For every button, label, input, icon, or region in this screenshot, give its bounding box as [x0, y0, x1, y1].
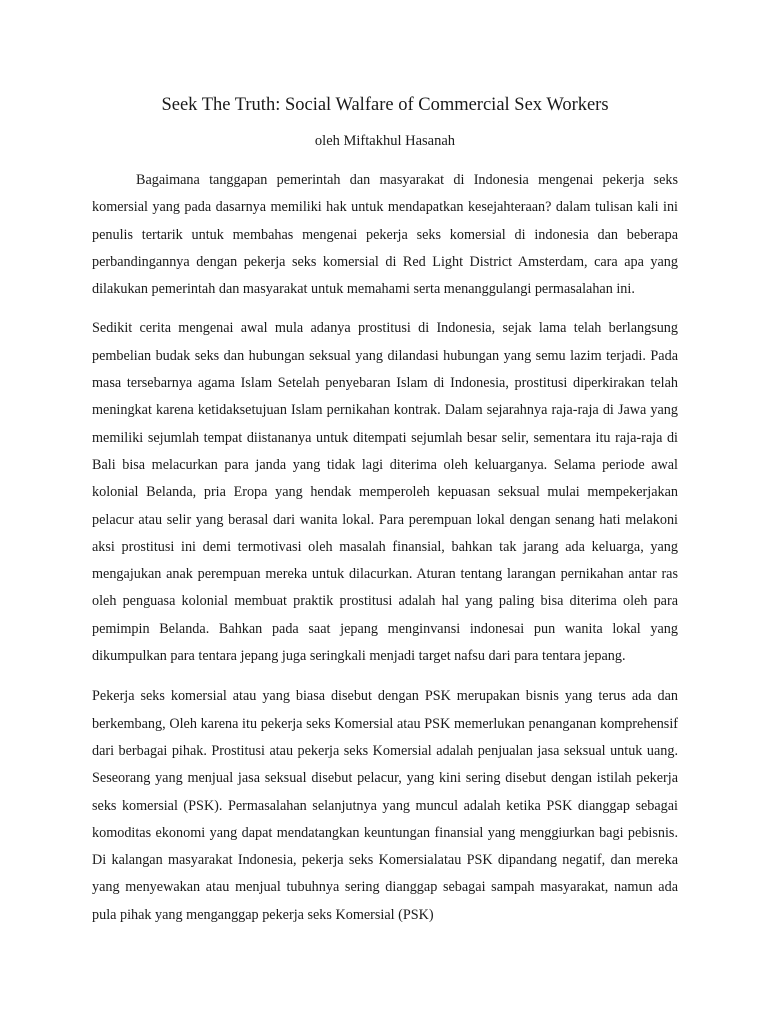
paragraph-intro: Bagaimana tanggapan pemerintah dan masyarakat di Indonesia mengenai pekerja seks komersial yang pada dasarnya memiliki hak untuk mendapatkan kesejahteraan? dalam tulisan kali ini penulis tertarik untuk membahas mengenai pekerja seks komersial di indonesia dan beberapa perbandingannya dengan pekerja seks komersial di Red Light District Amsterdam, cara apa yang dilakukan pemerintah dan masyarakat untuk memahami serta menanggulangi permasalahan ini.: [92, 172, 678, 298]
paragraph-history: Sedikit cerita mengenai awal mula adanya prostitusi di Indonesia, sejak lama telah berlangsung pembelian budak seks dan hubungan seksual yang dilandasi hubungan yang semu lazim terjadi. Pada masa tersebarnya agama Islam Setelah penyebaran Islam di Indonesia, prostitusi diperkirakan telah meningkat karena ketidaksetujuan Islam pernikahan kontrak. Dalam sejarahnya raja-raja di Jawa yang memiliki sejumlah tempat diistananya untuk ditempati sejumlah besar selir, sementara itu raja-raja di Bali bisa melacurkan para janda yang tidak lagi diterima oleh keluarganya. Selama periode awal kolonial Belanda, pria Eropa yang hendak memperoleh kepuasan seksual mulai mempekerjakan pelacur atau selir yang berasal dari wanita lokal. Para perempuan lokal dengan senang hati melakoni aksi prostitusi ini demi termotivasi oleh masalah finansial, bahkan tak jarang ada keluarga, yang mengajukan anak perempuan mereka untuk dilacurkan. Aturan tentang larangan pernikahan antar ras oleh penguasa kolonial membuat praktik prostitusi adalah hal yang paling bisa diterima oleh para pemimpin Belanda. Bahkan pada saat jepang menginvansi indonesai pun wanita lokal yang dikumpulkan para tentara jepang juga seringkali menjadi target nafsu dari para tentara jepang.: [92, 320, 678, 665]
document-title: Seek The Truth: Social Walfare of Commercial Sex Workers: [161, 95, 609, 115]
paragraph-psk: Pekerja seks komersial atau yang biasa disebut dengan PSK merupakan bisnis yang terus ada dan berkembang, Oleh karena itu pekerja seks Komersial atau PSK memerlukan penanganan komprehensif dari berbagai pihak. Prostitusi atau pekerja seks Komersial adalah penjualan jasa seksual untuk uang. Seseorang yang menjual jasa seksual disebut pelacur, yang kini sering disebut dengan istilah pekerja seks komersial (PSK). Permasalahan selanjutnya yang muncul adalah ketika PSK dianggap sebagai komoditas ekonomi yang dapat mendatangkan keuntungan finansial yang menggiurkan bagi pebisnis. Di kalangan masyarakat Indonesia, pekerja seks Komersialatau PSK dipandang negatif, dan mereka yang menyewakan atau menjual tubuhnya sering dianggap sebagai sampah masyarakat, namun ada pula pihak yang menganggap pekerja seks Komersial (PSK): [92, 688, 678, 923]
document-author: oleh Miftakhul Hasanah: [314, 133, 456, 149]
document-page: [92, 0, 678, 929]
